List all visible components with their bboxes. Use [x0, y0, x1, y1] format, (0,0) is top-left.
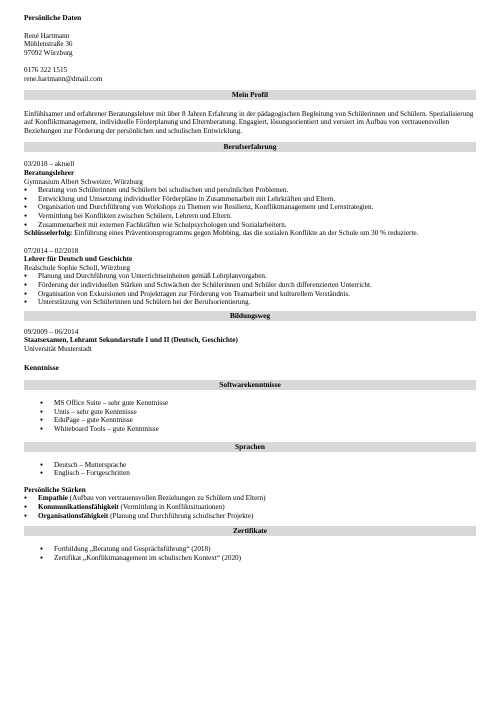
list-item: ● Vermittlung bei Konflikten zwischen Schülern, Lehrern und Eltern. [24, 212, 476, 221]
education-entry [24, 328, 476, 354]
job-entry [24, 247, 476, 307]
experience-heading: Berufserfahrung [24, 142, 476, 152]
job-bullet-list [24, 272, 476, 306]
list-item: ● Planung und Durchführung von Unterrichtseinheiten gemäß Lehrplanvorgaben. [24, 272, 476, 281]
education-school: Universität Musterstadt [24, 345, 92, 354]
languages-heading: Sprachen [24, 442, 476, 452]
city-address: 97092 Würzburg [24, 48, 73, 57]
strength-name: Empathie [38, 494, 68, 503]
list-item: ● Unterstützung von Schülerinnen und Schülern bei der Berufsorientierung. [24, 298, 476, 307]
languages-list [24, 461, 476, 478]
education-period: 09/2009 – 06/2014 [24, 327, 79, 336]
list-item: ● Zusammenarbeit mit externen Fachkräften wie Schulpsychologen und Sozialarbeitern. [24, 221, 476, 230]
job-organization: Gymnasium Albert Schweizer, Würzburg [24, 177, 143, 186]
phone-number: 0176 322 1515 [24, 66, 68, 75]
education-heading: Bildungsweg [24, 311, 476, 321]
list-item [24, 494, 476, 503]
strength-description: (Vermittlung in Konfliktsituationen) [118, 502, 225, 511]
key-success [24, 229, 476, 238]
job-period: 07/2014 – 02/2018 [24, 246, 79, 255]
email-address: rene.hartmann@dmail.com [24, 74, 103, 83]
list-item [24, 503, 476, 512]
job-organization: Realschule Sophie Scholl, Würzburg [24, 263, 130, 272]
list-item: ● MS Office Suite – sehr gute Kenntnisse [24, 399, 476, 408]
strength-description: (Planung und Durchführung schulischer Projekte) [108, 511, 254, 520]
personal-data-heading: Persönliche Daten [24, 13, 82, 22]
strengths-list [24, 494, 476, 520]
job-title: Lehrer für Deutsch und Geschichte [24, 255, 133, 264]
list-item: ● Förderung der individuellen Stärken und Schwächen der Schülerinnen und Schüler durch differenzierten Unterricht. [24, 281, 476, 290]
list-item: ● Untis – sehr gute Kenntnisse [24, 408, 476, 417]
education-degree: Staatsexamen, Lehramt Sekundarstufe I und II (Deutsch, Geschichte) [24, 336, 238, 345]
strength-description: (Aufbau von vertrauensvollen Beziehungen zu Schülern und Eltern) [67, 494, 266, 503]
person-name: René Hartmann [24, 31, 70, 40]
strengths-heading: Persönliche Stärken [24, 485, 86, 494]
key-success-text: Einführung eines Präventionsprogramms gegen Mobbing, das die sozialen Konflikte an der Schule um 30 % reduzierte. [72, 229, 419, 238]
list-item: ● EduPage – gute Kenntnisse [24, 416, 476, 425]
list-item: ● Whiteboard Tools – gute Kenntnisse [24, 425, 476, 434]
software-heading: Softwarekenntnisse [24, 380, 476, 390]
skills-heading: Kenntnisse [24, 362, 59, 372]
list-item: ● Organisation von Exkursionen und Projekttagen zur Förderung von Teamarbeit und kulturellem Verständnis. [24, 290, 476, 299]
certificates-list [24, 545, 476, 562]
list-item: ● Zertifikat „Konfliktmanagement im schulischen Kontext“ (2020) [24, 554, 476, 563]
list-item: ● Deutsch – Muttersprache [24, 461, 476, 470]
strength-name: Organisationsfähigkeit [38, 511, 109, 520]
profile-heading: Mein Profil [24, 90, 476, 100]
profile-text: Einfühlsamer und erfahrener Beratungslehrer mit über 8 Jahren Erfahrung in der pädagogischen Begleitung von Schülerinnen und Schülern. Spezialisierung auf Konfliktmanagement, individuelle Förderplanung und Elternberatung. Engagiert, lösungsorientiert und versiert im Aufbau von vertrauensvollen Beziehungen zur Förderung der persönlichen und schulischen Entwicklung. [24, 109, 474, 135]
job-bullet-list [24, 186, 476, 229]
personal-data-section [24, 14, 476, 84]
job-title: Beratungslehrer [24, 168, 75, 177]
software-list [24, 399, 476, 433]
certificates-heading: Zertifikate [24, 526, 476, 536]
list-item: ● Entwicklung und Umsetzung individueller Förderpläne in Zusammenarbeit mit Lehrkräften und Eltern. [24, 195, 476, 204]
job-period: 03/2018 – aktuell [24, 160, 75, 169]
list-item: ● Fortbildung „Beratung und Gesprächsführung“ (2018) [24, 545, 476, 554]
list-item: ● Organisation und Durchführung von Workshops zu Themen wie Resilienz, Konfliktmanagement und Lernstrategien. [24, 203, 476, 212]
street-address: Mühlenstraße 36 [24, 40, 73, 49]
strength-name: Kommunikationsfähigkeit [38, 502, 119, 511]
list-item: ● Beratung von Schülerinnen und Schülern bei schulischen und persönlichen Problemen. [24, 186, 476, 195]
list-item: ● Englisch – Fortgeschritten [24, 469, 476, 478]
key-success-label: Schlüsselerfolg: [24, 229, 73, 238]
job-entry [24, 160, 476, 237]
list-item [24, 512, 476, 521]
